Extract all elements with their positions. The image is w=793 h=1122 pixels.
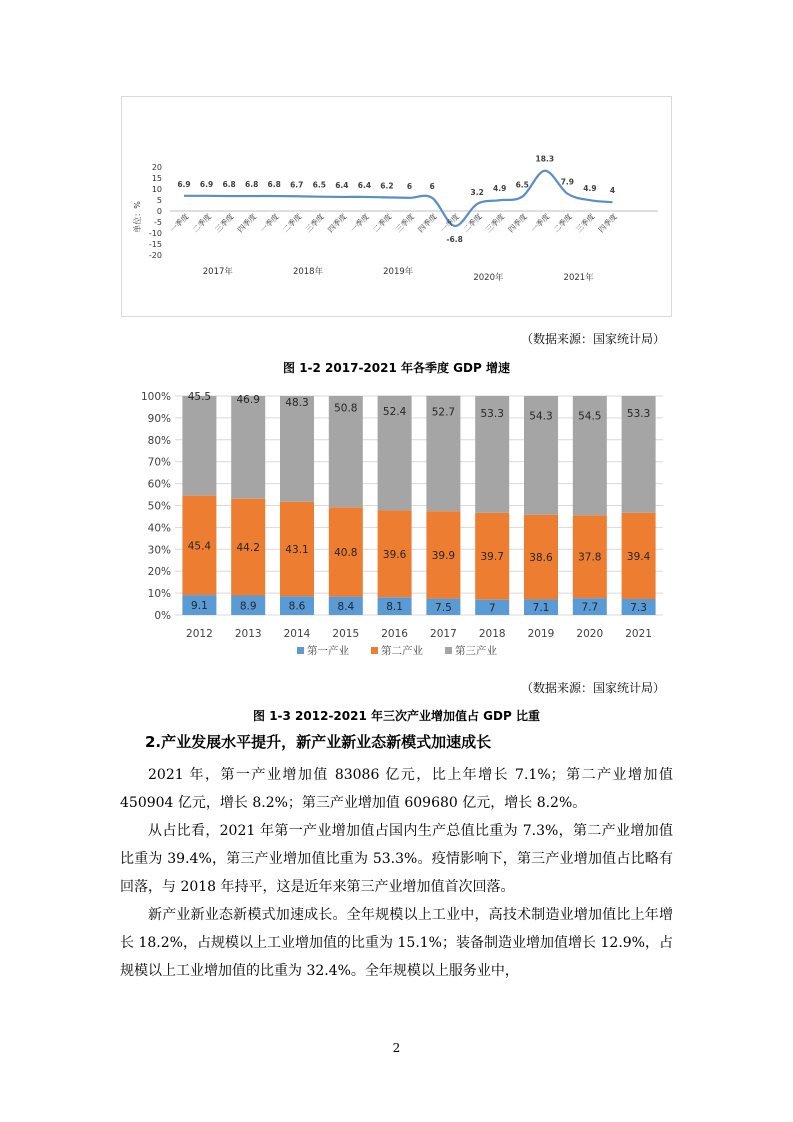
year-group-label: 2019年 [383,267,414,277]
data-label: -6.8 [446,234,463,244]
data-label: 52.4 [382,405,407,418]
x-tick-label: 2014 [283,628,311,640]
y-tick-label: -20 [148,251,162,260]
x-tick-label: 三季度 [483,212,507,235]
data-label: 4.9 [493,184,507,194]
data-label: 8.4 [337,600,355,613]
data-label: 48.3 [285,397,309,410]
x-tick-label: 四季度 [596,212,619,235]
data-label: 8.9 [239,600,257,613]
data-label: 50.8 [334,402,358,415]
data-label: 6.8 [267,180,281,190]
y-tick-label: 5 [156,196,162,205]
x-tick-label: 2012 [186,628,213,640]
y-tick-label: -5 [154,218,162,227]
x-tick-label: 三季度 [213,212,236,235]
data-label: 6.9 [177,179,191,189]
data-label: 52.7 [431,406,456,419]
bar-segment [182,396,216,496]
data-label: 4 [609,186,616,196]
x-tick-label: 三季度 [303,212,326,235]
data-label: 6.2 [380,181,394,191]
figure2-caption: 图 1-3 2012-2021 年三次产业增加值占 GDP 比重 [253,709,540,723]
industry-share-bar-chart [120,384,680,669]
data-label: 45.5 [187,391,212,403]
y-tick-label: -10 [148,229,162,238]
legend-swatch [371,647,378,654]
x-tick-label: 四季度 [325,212,349,235]
legend-swatch [297,647,304,654]
data-label: 44.2 [236,542,260,555]
data-label: 6.7 [290,180,304,190]
legend-label: 第一产业 [307,645,349,657]
y-tick-label: 15 [151,174,162,183]
data-label: 45.4 [187,540,212,553]
x-tick-label: 2018 [478,628,506,640]
data-label: 6.8 [222,180,236,190]
x-tick-label: 2017 [430,628,457,640]
data-label: 18.3 [535,154,555,164]
y-tick-label: 0 [156,207,162,216]
data-label: 43.1 [285,543,309,556]
y-tick-label: 80% [147,434,171,447]
paragraph-1: 2021 年，第一产业增加值 83086 亿元，比上年增长 7.1%；第二产业增加值 450904 亿元，增长 8.2%；第三产业增加值 609680 亿元，增长 8.2%。 [120,767,673,811]
x-tick-label: 2016 [381,628,408,640]
figure1-source: （数据来源：国家统计局） [520,332,665,346]
data-label: 6 [406,181,413,191]
data-label: 4.9 [583,184,597,194]
x-tick-label: 2020 [576,628,604,640]
y-tick-label: 30% [147,544,171,557]
year-group-label: 2020年 [473,273,504,283]
x-tick-label: 一季度 [168,212,191,235]
figure1-caption: 图 1-2 2017-2021 年各季度 GDP 增速 [283,361,510,375]
data-label: 38.6 [529,552,553,565]
data-label: 39.9 [431,549,456,562]
data-label: 39.7 [480,551,504,564]
x-tick-label: 四季度 [506,212,529,235]
x-tick-label: 四季度 [416,212,439,235]
section-heading: 2.产业发展水平提升，新产业新业态新模式加速成长 [145,733,492,751]
y-tick-label: 60% [147,478,171,491]
paragraph-3: 新产业新业态新模式加速成长。全年规模以上工业中，高技术制造业增加值比上年增长 18.2%，占规模以上工业增加值的比重为 15.1%；装备制造业增加值增长 12.9%，占规模以上工业增加值的比重为 32.4%。全年规模以上服务业中， [120,907,673,979]
data-label: 6.8 [245,180,259,190]
legend-label: 第二产业 [381,645,423,657]
legend-label: 第三产业 [455,645,497,657]
bar-segment [280,396,314,502]
x-tick-label: 三季度 [393,212,416,235]
data-label: 53.3 [480,408,504,421]
data-label: 46.9 [236,394,260,407]
data-label: 53.3 [626,408,651,421]
x-tick-label: 2021 [625,628,652,640]
data-label: 37.8 [578,551,602,564]
data-label: 7.1 [532,602,550,615]
data-label: 39.4 [626,550,651,563]
y-tick-label: 0% [154,610,171,622]
y-tick-label: 50% [147,500,171,513]
x-tick-label: 一季度 [348,212,371,235]
data-label: 54.3 [529,410,553,423]
gdp-growth-chart [121,96,672,317]
data-label: 6.4 [357,180,372,190]
data-label: 6.5 [312,180,326,190]
x-tick-label: 2013 [234,628,262,640]
x-tick-label: 一季度 [258,212,281,235]
x-tick-label: 2015 [332,628,360,640]
y-tick-label: 20 [151,163,162,172]
data-label: 7.5 [435,601,452,614]
figure2-source: （数据来源：国家统计局） [520,681,665,695]
x-tick-label: 二季度 [280,212,304,235]
x-tick-label: 二季度 [551,212,574,235]
x-tick-label: 一季度 [528,212,552,235]
data-label: 7 [488,602,496,615]
x-tick-label: 四季度 [235,212,259,235]
y-tick-label: 70% [147,456,171,469]
x-tick-label: 二季度 [190,212,213,235]
legend-swatch [445,647,452,654]
y-tick-label: 20% [147,566,171,579]
paragraph-2: 从占比看，2021 年第一产业增加值占国内生产总值比重为 7.3%，第二产业增加值比重为 39.4%，第三产业增加值比重为 53.3%。疫情影响下，第三产业增加值占比略有回落，与 2018 年持平，这是近年来第三产业增加值首次回落。 [120,823,673,895]
year-group-label: 2018年 [292,267,324,277]
x-tick-label: 二季度 [461,212,484,235]
data-label: 8.1 [386,601,403,614]
data-label: 6 [429,181,435,191]
data-label: 6.4 [335,180,349,190]
body-text [120,761,673,985]
data-label: 39.6 [382,548,407,561]
data-label: 7.3 [630,602,647,615]
y-tick-label: 10% [147,588,171,601]
y-tick-label: -15 [148,240,162,249]
y-axis-label: 单位：% [133,201,142,233]
y-tick-label: 40% [147,522,171,535]
data-label: 9.1 [191,600,208,613]
y-tick-label: 90% [147,412,171,425]
page-number: 2 [392,1041,401,1055]
data-label: 54.5 [578,410,602,423]
data-label: 7.7 [581,601,599,614]
x-tick-label: 二季度 [371,212,394,235]
data-label: 7.9 [560,177,574,187]
y-tick-label: 100% [140,391,171,403]
year-group-label: 2021年 [563,273,594,283]
data-label: 6.5 [515,180,529,190]
bar-segment [231,396,265,499]
year-group-label: 2017年 [202,267,233,277]
x-tick-label: 三季度 [574,212,597,235]
x-tick-label: 一季度 [438,212,462,235]
data-label: 3.2 [470,187,484,197]
data-label: 8.6 [288,600,306,613]
data-label: 40.8 [334,546,358,559]
y-tick-label: 10 [151,185,162,194]
gdp-growth-line-chart [122,97,673,318]
data-label: 6.9 [199,179,214,189]
x-tick-label: 2019 [527,628,555,640]
